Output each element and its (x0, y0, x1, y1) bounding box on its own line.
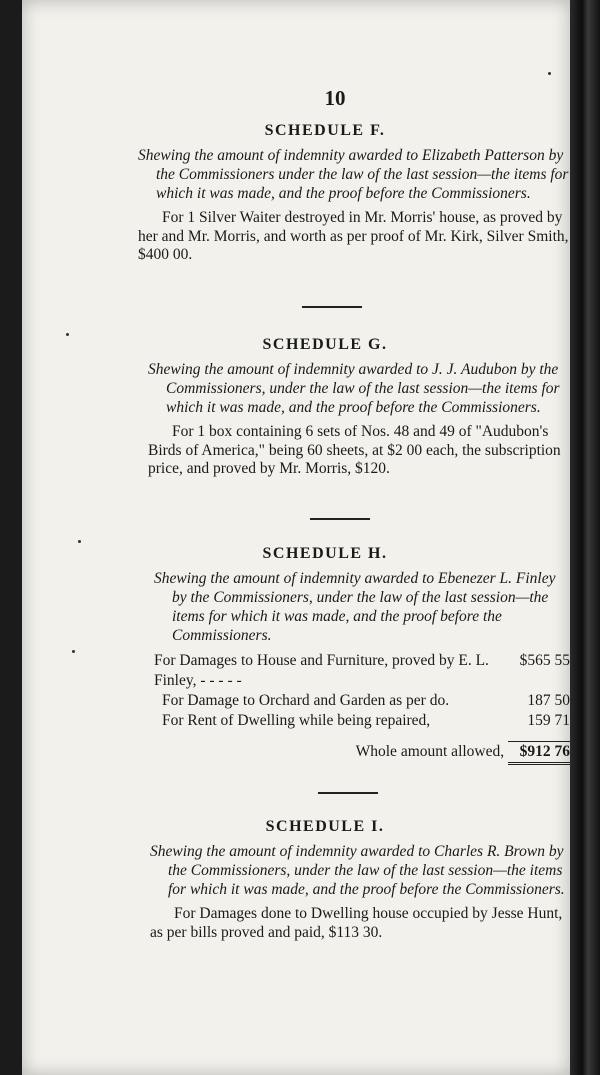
schedule-heading: Shewing the amount of indemnity awarded to Charles R. Brown by the Commissioners, under the law of the last session—the items for which it was made, and the proof before the Commissioners. (150, 843, 565, 898)
schedule-title: SCHEDULE H. (262, 545, 388, 562)
schedule-h (0, 545, 600, 765)
schedule-body: For Damages done to Dwelling house occupied by Jesse Hunt, as per bills proved and paid, $113 30. (150, 905, 563, 941)
schedule-title: SCHEDULE F. (264, 122, 386, 139)
scan-speck (66, 333, 69, 336)
total-row (154, 741, 570, 765)
item-label: For Damage to Orchard and Garden as per do. (162, 692, 450, 709)
schedule-body: For 1 box containing 6 sets of Nos. 48 and 49 of "Audubon's Birds of America," being 60 sheets, at $2 00 each, the subscription price, and proved by Mr. Morris, $120. (148, 423, 561, 477)
itemized-list (154, 651, 570, 765)
scan-speck (78, 540, 81, 543)
schedule-heading: Shewing the amount of indemnity awarded to Ebenezer L. Finley by the Commissioners, under the law of the last session—the items for which it was made, and the proof before the Commissioners. (154, 570, 556, 644)
section-divider (310, 518, 370, 520)
item-amount: 159 71 (527, 712, 570, 729)
item-row (154, 711, 570, 731)
scan-speck (72, 650, 75, 653)
page-number: 10 (324, 86, 346, 110)
item-row (154, 691, 570, 711)
schedule-f (0, 122, 600, 265)
schedule-body: For 1 Silver Waiter destroyed in Mr. Morris' house, as proved by her and Mr. Morris, and worth as per proof of Mr. Kirk, Silver Smith, $400 00. (138, 209, 569, 263)
section-divider (318, 792, 378, 794)
item-row (154, 651, 570, 691)
total-label: Whole amount allowed, (355, 743, 505, 760)
schedule-g (0, 336, 600, 479)
schedule-heading: Shewing the amount of indemnity awarded to Elizabeth Patterson by the Commissioners under the law of the last session—the items for which it was made, and the proof before the Commissioners. (138, 147, 569, 202)
total-amount: $912 76 (508, 741, 570, 765)
schedule-heading: Shewing the amount of indemnity awarded to J. J. Audubon by the Commissioners, under the law of the last session—the items for which it was made, and the proof before the Commissioners. (148, 361, 560, 416)
schedule-title: SCHEDULE I. (265, 818, 385, 835)
item-label: For Rent of Dwelling while being repaired, (162, 712, 431, 729)
scan-speck (548, 72, 551, 75)
schedule-title: SCHEDULE G. (262, 336, 388, 353)
section-divider (302, 306, 362, 308)
item-label: For Damages to House and Furniture, proved by E. L. Finley, - - - - - (154, 652, 489, 689)
item-amount: $565 55 (519, 652, 570, 669)
schedule-i (0, 818, 600, 942)
item-amount: 187 50 (527, 692, 570, 709)
